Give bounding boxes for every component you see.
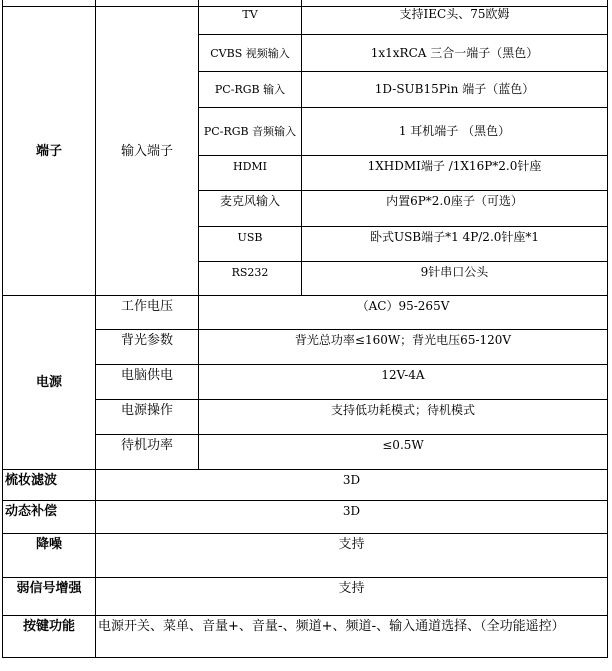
feature-value: 3D bbox=[96, 501, 608, 534]
table-row bbox=[3, 296, 608, 330]
terminal-value: 内置6P*2.0座子（可选） bbox=[302, 191, 608, 227]
feature-value: 电源开关、菜单、音量+、音量-、频道+、频道-、输入通道选择、（全功能遥控） bbox=[96, 616, 608, 658]
terminal-value: 1x1xRCA 三合一端子（黑色） bbox=[302, 35, 608, 72]
power-value: 背光总功率≤160W；背光电压65-120V bbox=[199, 330, 608, 365]
terminal-value: 9针串口公头 bbox=[302, 262, 608, 296]
power-value: （AC）95-265V bbox=[199, 296, 608, 330]
terminal-name: PC-RGB 音频输入 bbox=[199, 108, 302, 156]
feature-value: 支持 bbox=[96, 578, 608, 616]
table-row bbox=[3, 470, 608, 501]
terminal-name: 麦克风输入 bbox=[199, 191, 302, 227]
terminal-value: 1XHDMI端子 /1X16P*2.0针座 bbox=[302, 156, 608, 191]
table-row bbox=[3, 501, 608, 534]
terminal-name: PC-RGB 输入 bbox=[199, 72, 302, 108]
group-label-power: 电源 bbox=[3, 296, 96, 470]
table-row bbox=[3, 616, 608, 658]
power-name: 待机功率 bbox=[96, 435, 199, 470]
feature-name: 梳妆滤波 bbox=[3, 470, 96, 501]
power-name: 电源操作 bbox=[96, 400, 199, 435]
power-value: 支持低功耗模式；待机模式 bbox=[199, 400, 608, 435]
power-value: 12V-4A bbox=[199, 365, 608, 400]
spec-table bbox=[2, 0, 608, 658]
feature-name: 降噪 bbox=[3, 534, 96, 578]
feature-value: 支持 bbox=[96, 534, 608, 578]
terminal-value: 1D-SUB15Pin 端子（蓝色） bbox=[302, 72, 608, 108]
terminal-name: USB bbox=[199, 227, 302, 262]
terminal-name: RS232 bbox=[199, 262, 302, 296]
power-name: 工作电压 bbox=[96, 296, 199, 330]
terminal-name: CVBS 视频输入 bbox=[199, 35, 302, 72]
power-name: 背光参数 bbox=[96, 330, 199, 365]
table-row bbox=[3, 578, 608, 616]
power-name: 电脑供电 bbox=[96, 365, 199, 400]
feature-name: 按键功能 bbox=[3, 616, 96, 658]
terminal-value: 卧式USB端子*1 4P/2.0针座*1 bbox=[302, 227, 608, 262]
terminal-value: 1 耳机端子 （黑色） bbox=[302, 108, 608, 156]
sub-label-input-terminals: 输入端子 bbox=[96, 7, 199, 296]
terminal-value: 支持IEC头、75欧姆 bbox=[302, 7, 608, 35]
feature-name: 弱信号增强 bbox=[3, 578, 96, 616]
feature-name: 动态补偿 bbox=[3, 501, 96, 534]
terminal-name: TV bbox=[199, 7, 302, 35]
power-value: ≤0.5W bbox=[199, 435, 608, 470]
table-row bbox=[3, 7, 608, 35]
group-label-terminals: 端子 bbox=[3, 7, 96, 296]
table-row bbox=[3, 534, 608, 578]
feature-value: 3D bbox=[96, 470, 608, 501]
terminal-name: HDMI bbox=[199, 156, 302, 191]
